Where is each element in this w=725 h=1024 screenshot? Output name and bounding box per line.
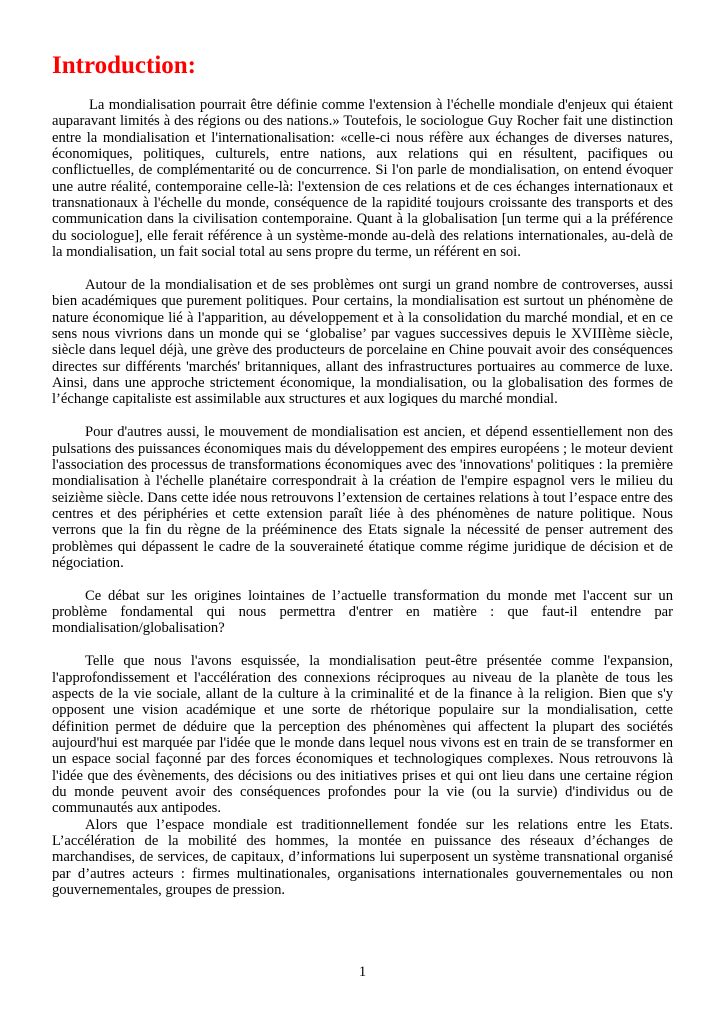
paragraph-definition: La mondialisation pourrait être définie comme l'extension à l'échelle mondiale d'enjeux qui étaient auparavant limités à des régions ou des nations.» Toutefois, le sociologue Guy Rocher fait une distinction entre la mondialisation et l'internationalisation: «celle-ci nous réfère aux échanges de diverses natures, économiques, politiques, culturels, entre nations, aux relations qui en résultent, pacifiques ou conflictuelles, de complémentarité ou de concurrence. Si l'on parle de mondialisation, on entend évoquer une autre réalité, contemporaine celle-là: l'extension de ces relations et de ces échanges internationaux et transnationaux à l'échelle du monde, conséquence de la rapidité toujours croissante des transports et des communication dans la civilisation contemporaine. Quant à la globalisation [un terme qui a la préférence du sociologue], elle ferait référence à un système-monde au-delà des relations internationales, au-delà de la mondialisation, un fait social total au sens propre du terme, un référent en soi. — [52, 97, 673, 261]
body-text — [52, 97, 673, 898]
paragraph-expansion: Telle que nous l'avons esquissée, la mondialisation peut-être présentée comme l'expansion, l'approfondissement et l'accélération des connexions réciproques au niveau de la planète de tous les aspects de la vie sociale, allant de la culture à la criminalité et de la finance à la religion. Bien que s'y opposent une vision académique et une sorte de rhétorique populaire sur la mondialisation, cette définition permet de déduire que la perception des phénomènes qui affectent la plupart des sociétés aujourd'hui est marquée par l'idée que le monde dans lequel nous vivons est en train de se transformer en un espace social façonné par des forces économiques et technologiques complexes. Nous retrouvons là l'idée que des évènements, des décisions ou des initiatives prises et qui ont lieu dans une certaine région du monde peuvent avoir des conséquences profondes pour la vie (ou la survie) d'individus ou de communautés aux antipodes. — [52, 653, 673, 817]
page-number: 1 — [358, 964, 367, 980]
paragraph-controversies: Autour de la mondialisation et de ses problèmes ont surgi un grand nombre de controverses, aussi bien académiques que purement politiques. Pour certains, la mondialisation est surtout un phénomène de nature économique lié à l'apparition, au développement et à la consolidation du marché mondial, et en ce sens nous vivrions dans un monde qui se ‘globalise’ par vagues successives depuis le XVIIIème siècle, siècle dans lequel déjà, une grève des producteurs de porcelaine en Chine pouvait avoir des conséquences directes sur différents 'marchés' britanniques, allant des infrastructures portuaires au commerce de luxe. Ainsi, dans une approche strictement économique, la mondialisation, ou la globalisation des formes de l’échange capitaliste est assimilable aux structures et aux logiques du marché mondial. — [52, 276, 673, 408]
paragraph-empires: Pour d'autres aussi, le mouvement de mondialisation est ancien, et dépend essentiellement non des pulsations des puissances économiques mais du développement des empires européens ; le moteur devient l'association des processus de transformations économiques avec des 'innovations' politiques : la première mondialisation à l'échelle planétaire correspondrait à la création de l'empire espagnol vers le milieu du seizième siècle. Dans cette idée nous retrouvons l’extension de certaines relations à tout l’espace entre des centres et des périphéries et cette extension paraît liée à des phénomènes de nature politique. Nous verrons que la fin du règne de la prééminence des Etats signale la nécessité de penser autrement des problèmes qui dépassent le cadre de la souveraineté étatique comme régime juridique de décision et de négociation. — [52, 424, 673, 571]
section-heading: Introduction: — [52, 52, 197, 79]
paragraph-debate-question: Ce débat sur les origines lointaines de l’actuelle transformation du monde met l'accent sur un problème fondamental qui nous permettra d'entrer en matière : que faut-il entendre par mondialisation/globalisation? — [52, 587, 673, 637]
paragraph-transnational: Alors que l’espace mondiale est traditionnellement fondée sur les relations entre les Etats. L’accélération de la mobilité des hommes, la montée en puissance des réseaux d’échanges de marchandises, de services, de capitaux, d’informations lui superposent un système transnational organisé par d’autres acteurs : firmes multinationales, organisations internationales gouvernementales ou non gouvernementales, groupes de pression. — [52, 816, 673, 899]
